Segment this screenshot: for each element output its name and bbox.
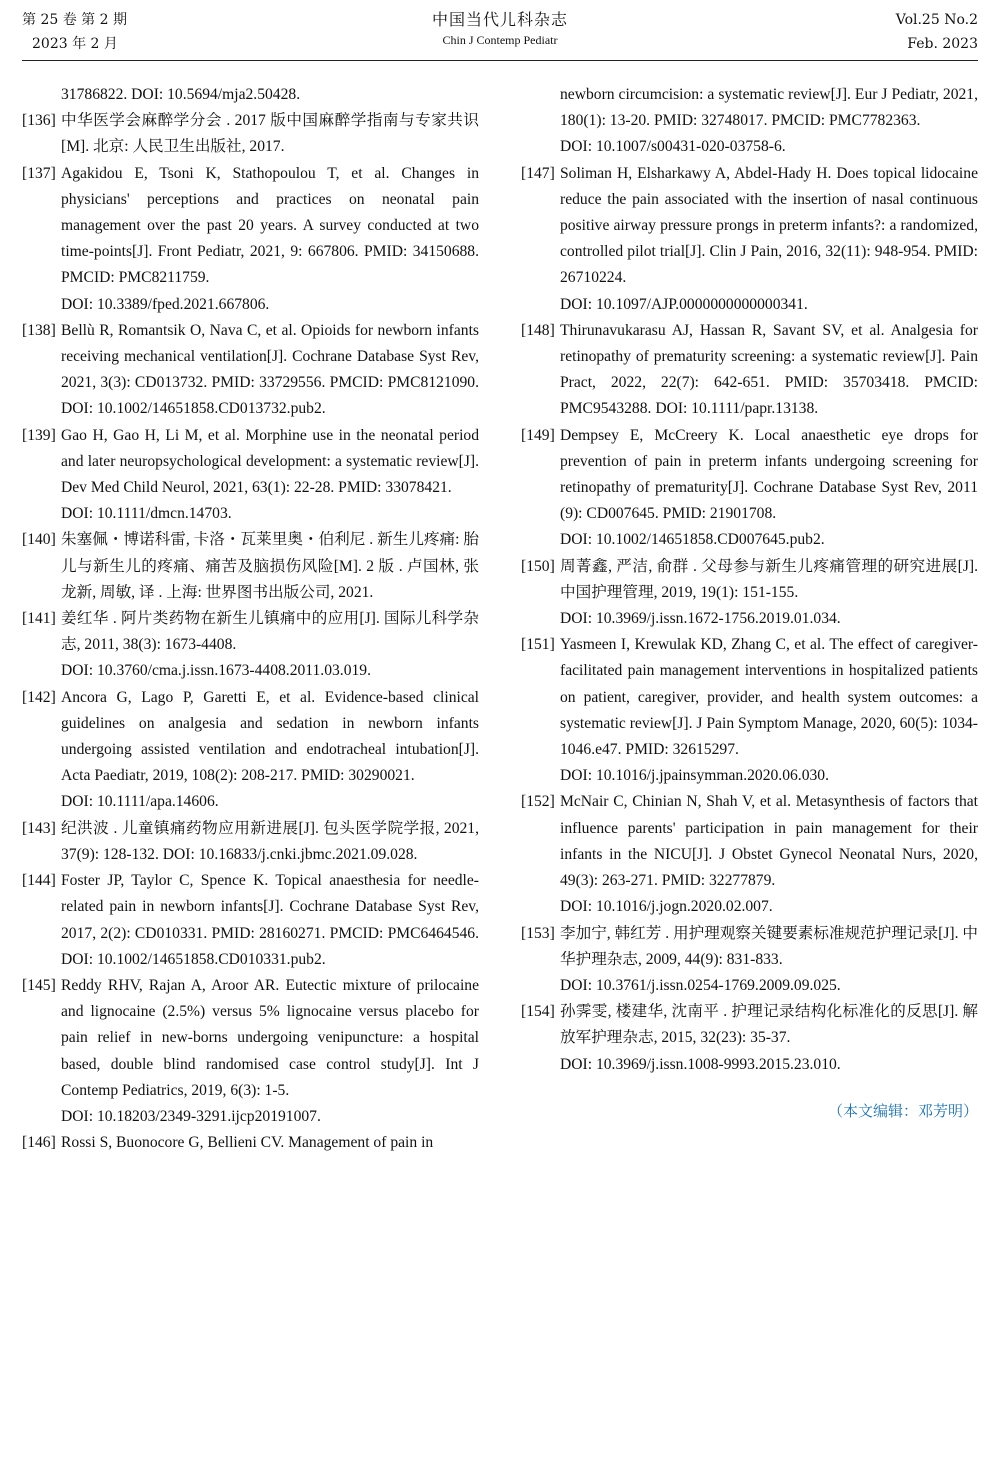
reference-text: Bellù R, Romantsik O, Nava C, et al. Opioids for newborn infants receiving mechanical ventilation[J]. Cochrane Database Syst Rev, 2021, 3(3): CD013732. PMID: 33729556. PMCID: PMC8121090. DOI: 10.1002/14651858.CD013732.pub2. <box>61 321 479 418</box>
reference-doi: DOI: 10.3761/j.issn.0254-1769.2009.09.025. <box>560 976 841 994</box>
reference-text: 姜红华 . 阿片类药物在新生儿镇痛中的应用[J]. 国际儿科学杂志, 2011, 38(3): 1673-4408. <box>61 610 479 654</box>
reference-text: 纪洪波 . 儿童镇痛药物应用新进展[J]. 包头医学院学报, 2021, 37(9): 128-132. DOI: 10.16833/j.cnki.jbmc.2021.09.028. <box>61 819 479 863</box>
reference-text: Agakidou E, Tsoni K, Stathopoulou T, et al. Changes in physicians' perceptions and practices on neonatal pain management over the past 20 years. A survey conducted at two time-points[J]. Front Pediatr, 2021, 9: 667806. PMID: 34150688. PMCID: PMC8211759. <box>61 164 479 287</box>
reference-text: Dempsey E, McCreery K. Local anaesthetic eye drops for prevention of pain in preterm infants undergoing screening for retinopathy of prematurity[J]. Cochrane Database Syst Rev, 2011 (9): CD007645. PMID: 21901708. <box>560 426 978 523</box>
reference-column-right <box>521 82 978 1078</box>
reference-number: [152] <box>521 793 555 811</box>
reference-text: newborn circumcision: a systematic review[J]. Eur J Pediatr, 2021, 180(1): 13-20. PMID: 32748017. PMCID: PMC7782363. <box>560 86 978 130</box>
reference-text: 李加宁, 韩红芳 . 用护理观察关键要素标准规范护理记录[J]. 中华护理杂志, 2009, 44(9): 831-833. <box>560 924 978 968</box>
reference-item <box>22 816 479 868</box>
reference-item <box>521 82 978 161</box>
header-volume-en <box>896 8 978 56</box>
reference-doi: DOI: 10.1016/j.jpainsymman.2020.06.030. <box>560 767 829 785</box>
reference-doi: DOI: 10.1097/AJP.0000000000000341. <box>560 295 808 313</box>
reference-number: [146] <box>22 1134 56 1152</box>
reference-item <box>22 973 479 1130</box>
reference-number: [138] <box>22 321 56 339</box>
reference-item <box>22 161 479 318</box>
reference-text: 中华医学会麻醉学分会 . 2017 版中国麻醉学指南与专家共识[M]. 北京: 人民卫生出版社, 2017. <box>61 112 479 156</box>
reference-number: [136] <box>22 112 56 130</box>
reference-item <box>521 632 978 789</box>
reference-number: [137] <box>22 164 56 182</box>
reference-item <box>22 685 479 816</box>
reference-item <box>22 318 479 423</box>
reference-number: [145] <box>22 976 56 994</box>
reference-number: [153] <box>521 924 555 942</box>
reference-doi: 31786822. DOI: 10.5694/mja2.50428. <box>61 86 301 103</box>
reference-text: Gao H, Gao H, Li M, et al. Morphine use in the neonatal period and later neuropsychological development: a systematic review[J]. Dev Med Child Neurol, 2021, 63(1): 22-28. PMID: 33078421. <box>61 426 479 497</box>
reference-text: Soliman H, Elsharkawy A, Abdel-Hady H. Does topical lidocaine reduce the pain associated with the insertion of nasal continuous positive airway pressure prongs in preterm infants?: a randomized, controlled pilot trial[J]. Clin J Pain, 2016, 32(11): 948-954. PMID: 26710224. <box>560 164 978 287</box>
reference-text: 朱塞佩・博诺科雷, 卡洛・瓦莱里奥・伯利尼 . 新生儿疼痛: 胎儿与新生儿的疼痛、痛苦及脑损伤风险[M]. 2 版 . 卢国林, 张龙新, 周敏, 译 . 上海: 世界图书出版公司, 2021. <box>61 531 479 601</box>
reference-text: 孙霁雯, 楼建华, 沈南平 . 护理记录结构化标准化的反思[J]. 解放军护理杂志, 2015, 32(23): 35-37. <box>560 1003 978 1047</box>
reference-doi: DOI: 10.1002/14651858.CD007645.pub2. <box>560 531 825 549</box>
reference-item <box>22 423 479 528</box>
reference-text: Foster JP, Taylor C, Spence K. Topical anaesthesia for needle-related pain in newborn infants[J]. Cochrane Database Syst Rev, 2017, 2(2): CD010331. PMID: 28160271. PMCID: PMC6464546. DOI: 10.1002/14651858.CD010331.pub2. <box>61 872 479 968</box>
reference-doi: DOI: 10.3969/j.issn.1008-9993.2015.23.010. <box>560 1055 841 1073</box>
reference-number: [140] <box>22 531 56 549</box>
reference-item <box>22 108 479 160</box>
reference-item <box>22 606 479 685</box>
reference-doi: DOI: 10.3760/cma.j.issn.1673-4408.2011.03.019. <box>61 662 371 680</box>
reference-item <box>22 527 479 606</box>
reference-text: McNair C, Chinian N, Shah V, et al. Metasynthesis of factors that influence parents' participation in pain management for their infants in the NICU[J]. J Obstet Gynecol Neonatal Nurs, 2020, 49(3): 263-271. PMID: 32277879. <box>560 793 978 890</box>
reference-item <box>22 82 479 108</box>
reference-text: Ancora G, Lago P, Garetti E, et al. Evidence-based clinical guidelines on analgesia and sedation in newborn infants undergoing assisted ventilation and endotracheal intubation[J]. Acta Paediatr, 2019, 108(2): 208-217. PMID: 30290021. <box>61 688 479 785</box>
reference-item <box>521 318 978 423</box>
page-header <box>22 8 978 58</box>
reference-item <box>521 423 978 554</box>
header-volume-cn: 第 25 卷 第 2 期 <box>22 12 127 28</box>
header-date-cn: 2023 年 2 月 <box>32 36 118 52</box>
header-rule <box>22 60 978 61</box>
reference-column-left <box>22 82 479 1156</box>
reference-number: [142] <box>22 688 56 706</box>
journal-title-cn: 中国当代儿科杂志 <box>431 10 568 29</box>
header-journal-title <box>22 8 978 48</box>
reference-item <box>521 161 978 318</box>
reference-item <box>521 999 978 1078</box>
reference-item <box>521 921 978 1000</box>
header-date-en: Feb. 2023 <box>907 36 978 52</box>
reference-number: [139] <box>22 426 56 444</box>
reference-item <box>22 868 479 973</box>
reference-doi: DOI: 10.1111/apa.14606. <box>61 793 219 811</box>
reference-item <box>22 1130 479 1156</box>
reference-number: [148] <box>521 321 555 339</box>
reference-doi: DOI: 10.1016/j.jogn.2020.02.007. <box>560 898 773 916</box>
reference-doi: DOI: 10.3969/j.issn.1672-1756.2019.01.034. <box>560 610 841 628</box>
reference-doi: DOI: 10.3389/fped.2021.667806. <box>61 295 270 313</box>
reference-text: Thirunavukarasu AJ, Hassan R, Savant SV, et al. Analgesia for retinopathy of prematurity screening: a systematic review[J]. Pain Pract, 2022, 22(7): 642-651. PMID: 35703418. PMCID: PMC9543288. DOI: 10.1111/papr.13138. <box>560 321 978 418</box>
reference-number: [144] <box>22 872 56 890</box>
reference-text: Yasmeen I, Krewulak KD, Zhang C, et al. The effect of caregiver-facilitated pain management interventions in hospitalized patients on patient, caregiver, provider, and health system outcomes: a systematic review[J]. J Pain Symptom Manage, 2020, 60(5): 1034-1046.e47. PMID: 32615297. <box>560 636 978 759</box>
reference-number: [143] <box>22 819 56 837</box>
reference-doi: DOI: 10.18203/2349-3291.ijcp20191007. <box>61 1107 321 1125</box>
reference-number: [141] <box>22 610 56 628</box>
reference-number: [149] <box>521 426 555 444</box>
reference-number: [147] <box>521 164 555 182</box>
reference-text: Reddy RHV, Rajan A, Aroor AR. Eutectic mixture of prilocaine and lignocaine (2.5%) versus 5% lignocaine versus placebo for pain relief in new-borns undergoing venipuncture: a hospital based, double blind randomised case control study[J]. Int J Contemp Pediatrics, 2019, 6(3): 1-5. <box>61 976 479 1099</box>
header-volume-number-en: Vol.25 No.2 <box>895 12 978 28</box>
reference-text: Rossi S, Buonocore G, Bellieni CV. Management of pain in <box>61 1134 434 1152</box>
reference-doi: DOI: 10.1007/s00431-020-03758-6. <box>560 138 786 156</box>
reference-number: [151] <box>521 636 555 654</box>
reference-text: 周菁鑫, 严洁, 俞群 . 父母参与新生儿疼痛管理的研究进展[J]. 中国护理管理, 2019, 19(1): 151-155. <box>560 557 978 601</box>
reference-number: [154] <box>521 1003 555 1021</box>
reference-item <box>521 554 978 633</box>
journal-title-en: Chin J Contemp Pediatr <box>442 33 558 47</box>
reference-number: [150] <box>521 557 555 575</box>
reference-item <box>521 789 978 920</box>
reference-doi: DOI: 10.1111/dmcn.14703. <box>61 505 232 523</box>
editor-note: （本文编辑：邓芳明） <box>827 1102 978 1120</box>
